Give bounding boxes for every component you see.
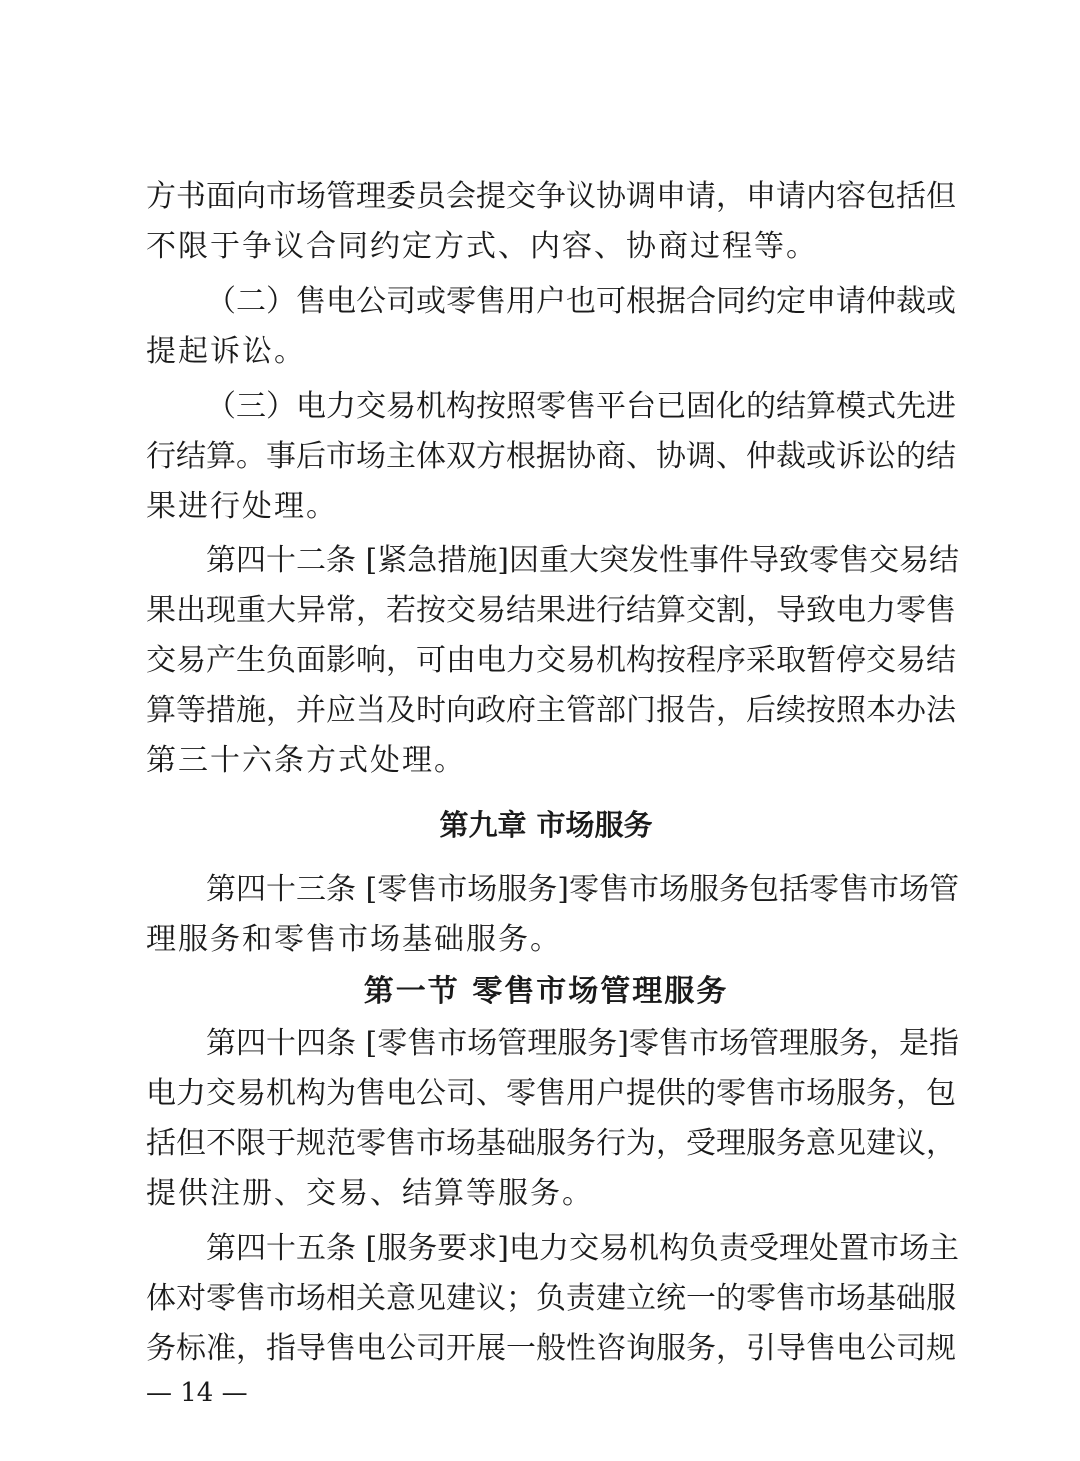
article-42-heading-line: 第四十二条 [紧急措施]因重大突发性事件导致零售交易结: [206, 543, 959, 578]
text-line: 果进行处理。: [146, 489, 338, 524]
text-line: 务标准，指导售电公司开展一般性咨询服务，引导售电公司规: [146, 1331, 956, 1366]
text-line: 理服务和零售市场基础服务。: [146, 922, 562, 957]
text-line: 括但不限于规范零售市场基础服务行为，受理服务意见建议，: [146, 1126, 956, 1161]
text-line: 提起诉讼。: [146, 334, 306, 369]
text-line: 行结算。事后市场主体双方根据协商、协调、仲裁或诉讼的结: [146, 439, 956, 474]
text-line: 算等措施，并应当及时向政府主管部门报告，后续按照本办法: [146, 693, 956, 728]
text-line: 方书面向市场管理委员会提交争议协调申请，申请内容包括但: [146, 179, 956, 214]
article-45-heading-line: 第四十五条 [服务要求]电力交易机构负责受理处置市场主: [206, 1231, 959, 1266]
section-title: 第一节 零售市场管理服务: [363, 974, 729, 1009]
text-line: （二）售电公司或零售用户也可根据合同约定申请仲裁或: [206, 284, 956, 319]
text-line: 体对零售市场相关意见建议；负责建立统一的零售市场基础服: [146, 1281, 956, 1316]
article-44-heading-line: 第四十四条 [零售市场管理服务]零售市场管理服务，是指: [206, 1026, 959, 1061]
chapter-title: 第九章 市场服务: [439, 808, 653, 842]
text-line: 不限于争议合同约定方式、内容、协商过程等。: [146, 229, 818, 264]
text-line: 第三十六条方式处理。: [146, 743, 466, 778]
page-number: — 14 —: [146, 1378, 248, 1408]
text-line: （三）电力交易机构按照零售平台已固化的结算模式先进: [206, 389, 956, 424]
text-line: 交易产生负面影响，可由电力交易机构按程序采取暂停交易结: [146, 643, 956, 678]
article-43-heading-line: 第四十三条 [零售市场服务]零售市场服务包括零售市场管: [206, 872, 959, 907]
text-line: 果出现重大异常，若按交易结果进行结算交割，导致电力零售: [146, 593, 956, 628]
text-line: 提供注册、交易、结算等服务。: [146, 1176, 594, 1211]
text-line: 电力交易机构为售电公司、零售用户提供的零售市场服务，包: [146, 1076, 956, 1111]
